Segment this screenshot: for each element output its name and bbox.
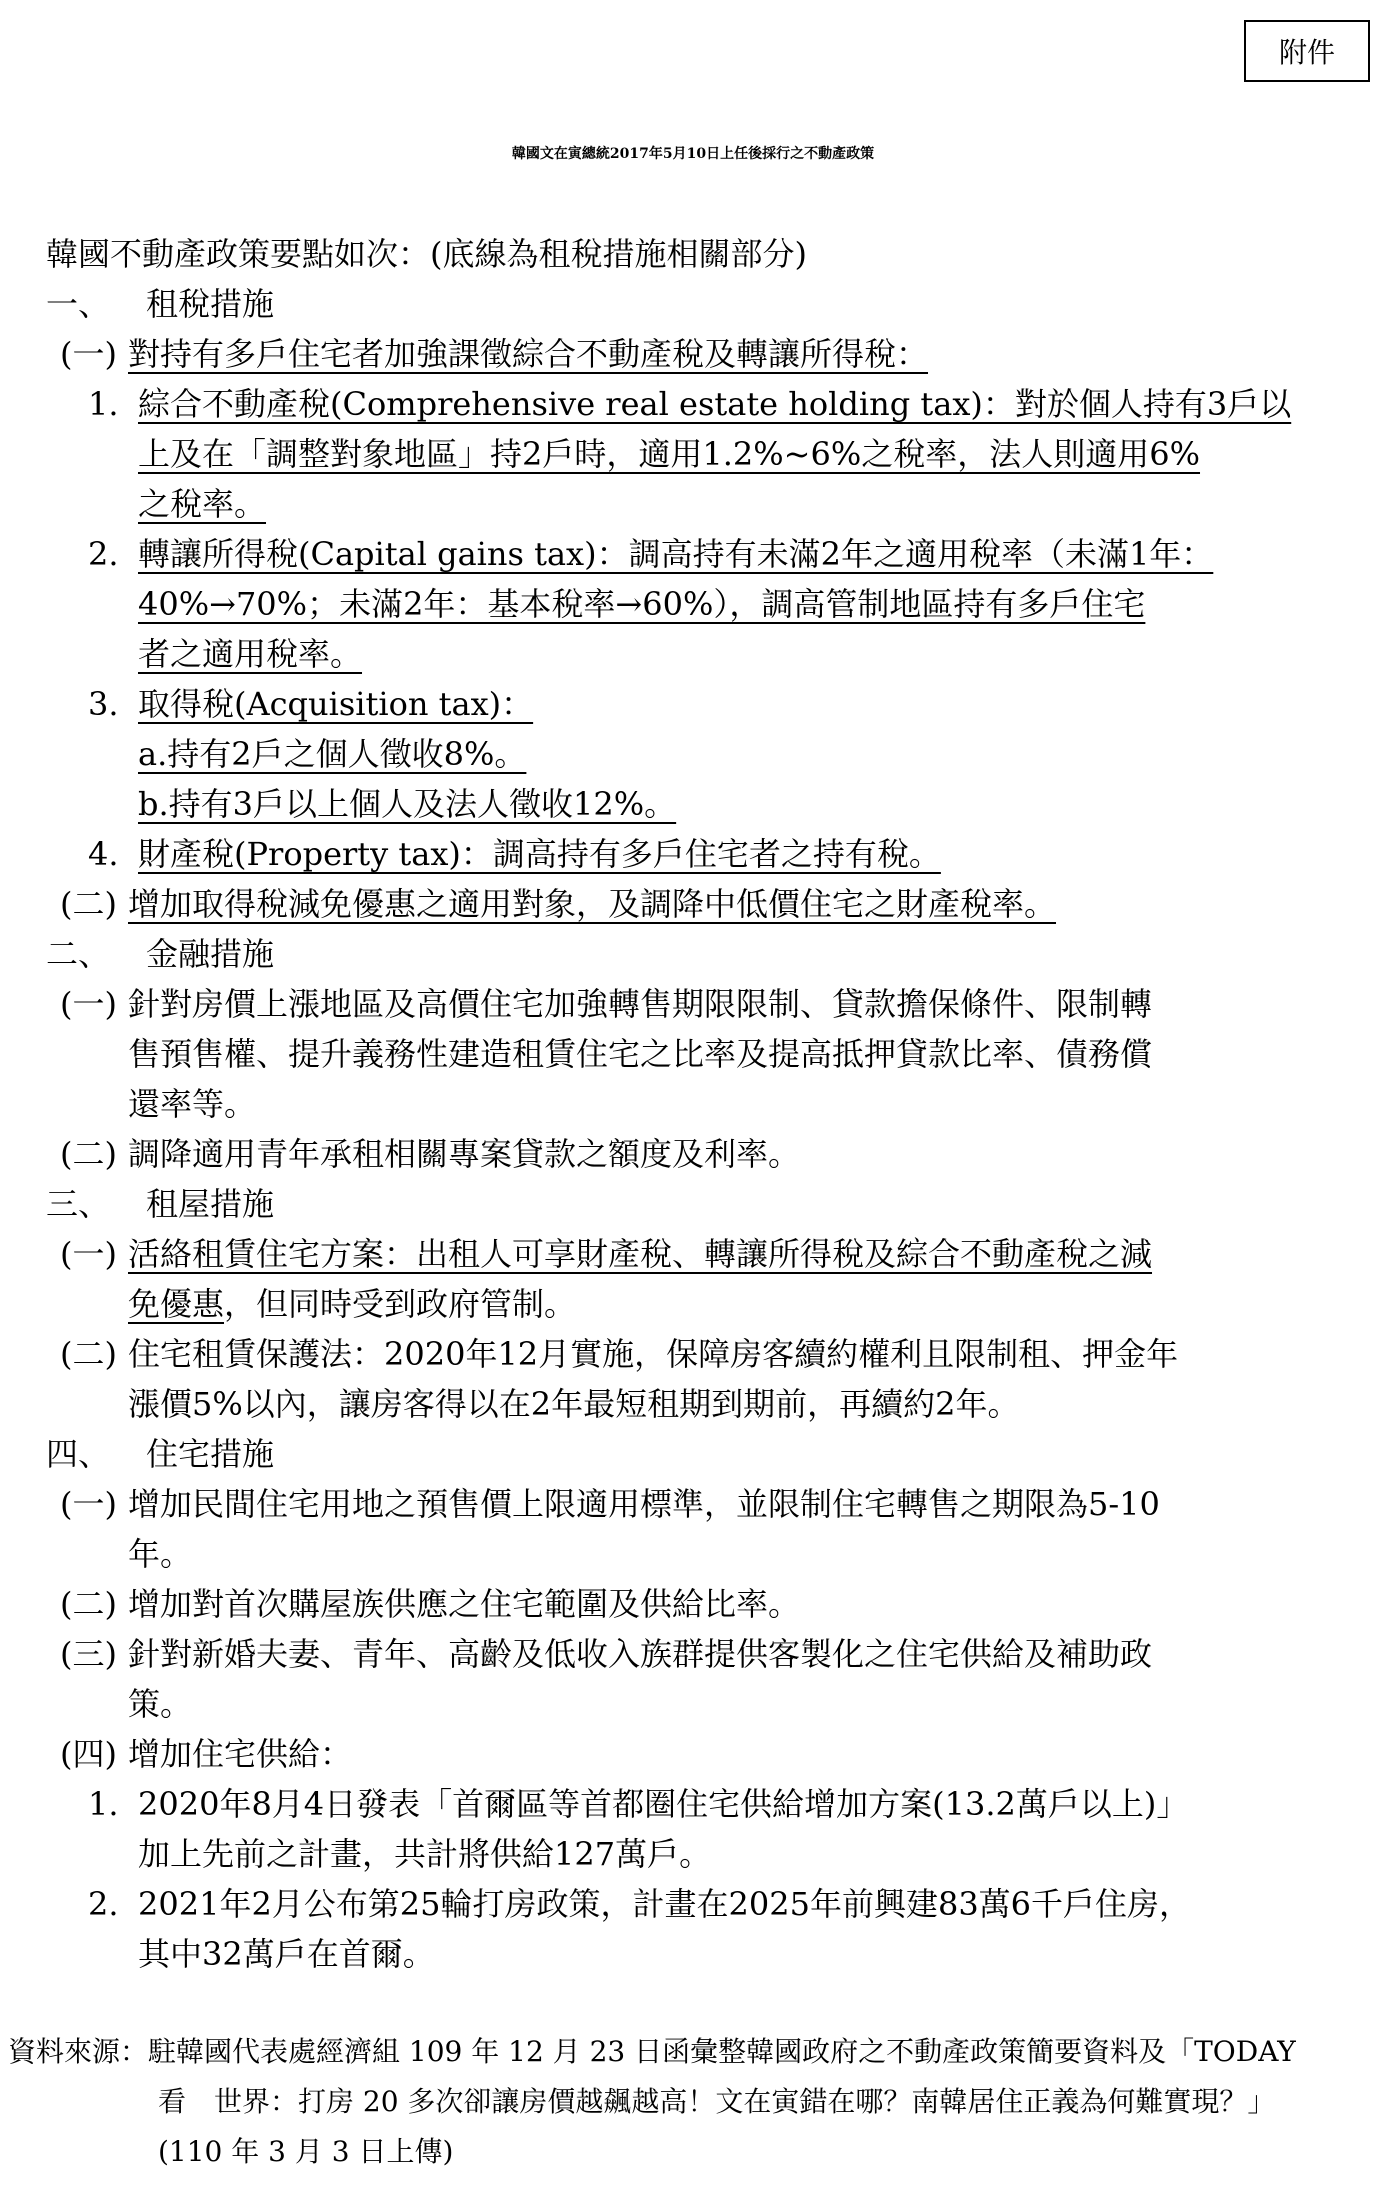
s4d-item2-number: 2. (88, 1885, 119, 1923)
source-line1: 資料來源：駐韓國代表處經濟組 109 年 12 月 23 日函彙整韓國政府之不動產政策簡要資料及「TODAY (8, 2035, 1296, 2068)
s1-item1-line2: 上及在「調整對象地區」持2戶時，適用1.2%~6%之稅率，法人則適用6% (138, 435, 1201, 473)
s1-item4-number: 4. (88, 835, 119, 873)
s1-item4-line1: 財產稅(Property tax)：調高持有多戶住宅者之持有稅。 (138, 835, 941, 873)
page-title: 韓國文在寅總統2017年5月10日上任後採行之不動產政策 (511, 146, 875, 162)
s4a-mark: (一) (60, 1485, 117, 1523)
s1-item1-line3: 之稅率。 (138, 485, 267, 523)
section2-heading: 金融措施 (146, 935, 275, 973)
section1-heading: 租稅措施 (146, 285, 275, 323)
s3a-line2 (128, 1282, 576, 1326)
s1b-mark: (二) (60, 885, 117, 923)
s3a-mark: (一) (60, 1235, 117, 1273)
section1-number: 一、 (46, 285, 111, 323)
s2a-mark: (一) (60, 985, 117, 1023)
s4d-item1-line2: 加上先前之計畫，共計將供給127萬戶。 (138, 1835, 712, 1873)
s3b-line1: 住宅租賃保護法：2020年12月實施，保障房客續約權利且限制租、押金年 (128, 1335, 1179, 1373)
s4b-text: 增加對首次購屋族供應之住宅範圍及供給比率。 (128, 1585, 801, 1623)
s4d-item1-line1: 2020年8月4日發表「首爾區等首都圈住宅供給增加方案(13.2萬戶以上)」 (138, 1785, 1189, 1823)
s1-item3-number: 3. (88, 685, 119, 723)
section4-heading: 住宅措施 (146, 1435, 275, 1473)
section2-number: 二、 (46, 935, 111, 973)
s4c-line1: 針對新婚夫妻、青年、高齡及低收入族群提供客製化之住宅供給及補助政 (128, 1635, 1153, 1673)
s4c-line2: 策。 (128, 1685, 193, 1723)
s3a-line2-underlined: 免優惠 (128, 1285, 225, 1323)
s1-item1-number: 1. (88, 385, 119, 423)
s4a-line2: 年。 (128, 1535, 193, 1573)
s4a-line1: 增加民間住宅用地之預售價上限適用標準，並限制住宅轉售之期限為5-10 (128, 1485, 1160, 1523)
s2a-line1: 針對房價上漲地區及高價住宅加強轉售期限限制、貸款擔保條件、限制轉 (128, 985, 1153, 1023)
s1a-text: 對持有多戶住宅者加強課徵綜合不動產稅及轉讓所得稅： (128, 335, 929, 373)
s2b-mark: (二) (60, 1135, 117, 1173)
s4b-mark: (二) (60, 1585, 117, 1623)
source-line3: (110 年 3 月 3 日上傳) (158, 2135, 454, 2168)
section4-number: 四、 (46, 1435, 111, 1473)
s4d-item2-line1: 2021年2月公布第25輪打房政策，計畫在2025年前興建83萬6千戶住房， (138, 1885, 1192, 1923)
s1b-text: 增加取得稅減免優惠之適用對象，及調降中低價住宅之財產稅率。 (128, 885, 1057, 923)
s1a-mark: (一) (60, 335, 117, 373)
s1-item2-line1: 轉讓所得稅(Capital gains tax)：調高持有未滿2年之適用稅率（未滿1年： (138, 535, 1214, 573)
section3-heading: 租屋措施 (146, 1185, 275, 1223)
s1-item3-line1: 取得稅(Acquisition tax)： (138, 685, 534, 723)
source-line2: 看 世界：打房 20 多次卻讓房價越飆越高！文在寅錯在哪？南韓居住正義為何難實現？」 (158, 2085, 1276, 2118)
s2b-text: 調降適用青年承租相關專案貸款之額度及利率。 (128, 1135, 801, 1173)
intro-text: 韓國不動產政策要點如次：(底線為租稅措施相關部分) (46, 235, 807, 273)
section3-number: 三、 (46, 1185, 111, 1223)
s1-item2-line2: 40%→70%；未滿2年：基本稅率→60%），調高管制地區持有多戶住宅 (138, 585, 1146, 623)
s1-item3-line2: a.持有2戶之個人徵收8%。 (138, 735, 527, 773)
s2a-line2: 售預售權、提升義務性建造租賃住宅之比率及提高抵押貸款比率、債務償 (128, 1035, 1153, 1073)
s1-item2-line3: 者之適用稅率。 (138, 635, 363, 673)
s1-item3-line3: b.持有3戶以上個人及法人徵收12%。 (138, 785, 677, 823)
s3b-line2: 漲價5%以內，讓房客得以在2年最短租期到期前，再續約2年。 (128, 1385, 1020, 1423)
s3a-line1: 活絡租賃住宅方案：出租人可享財產稅、轉讓所得稅及綜合不動產稅之減 (128, 1235, 1153, 1273)
s2a-line3: 還率等。 (128, 1085, 257, 1123)
s3b-mark: (二) (60, 1335, 117, 1373)
s1-item2-number: 2. (88, 535, 119, 573)
annex-label: 附件 (1244, 20, 1370, 82)
s4d-item2-line2: 其中32萬戶在首爾。 (138, 1935, 435, 1973)
s3a-line2-rest: ，但同時受到政府管制。 (224, 1285, 577, 1323)
s1-item1-line1: 綜合不動產稅(Comprehensive real estate holding tax)：對於個人持有3戶以 (138, 385, 1292, 423)
s4c-mark: (三) (60, 1635, 117, 1673)
s4d-mark: (四) (60, 1735, 117, 1773)
s4d-text: 增加住宅供給： (128, 1735, 353, 1773)
s4d-item1-number: 1. (88, 1785, 119, 1823)
